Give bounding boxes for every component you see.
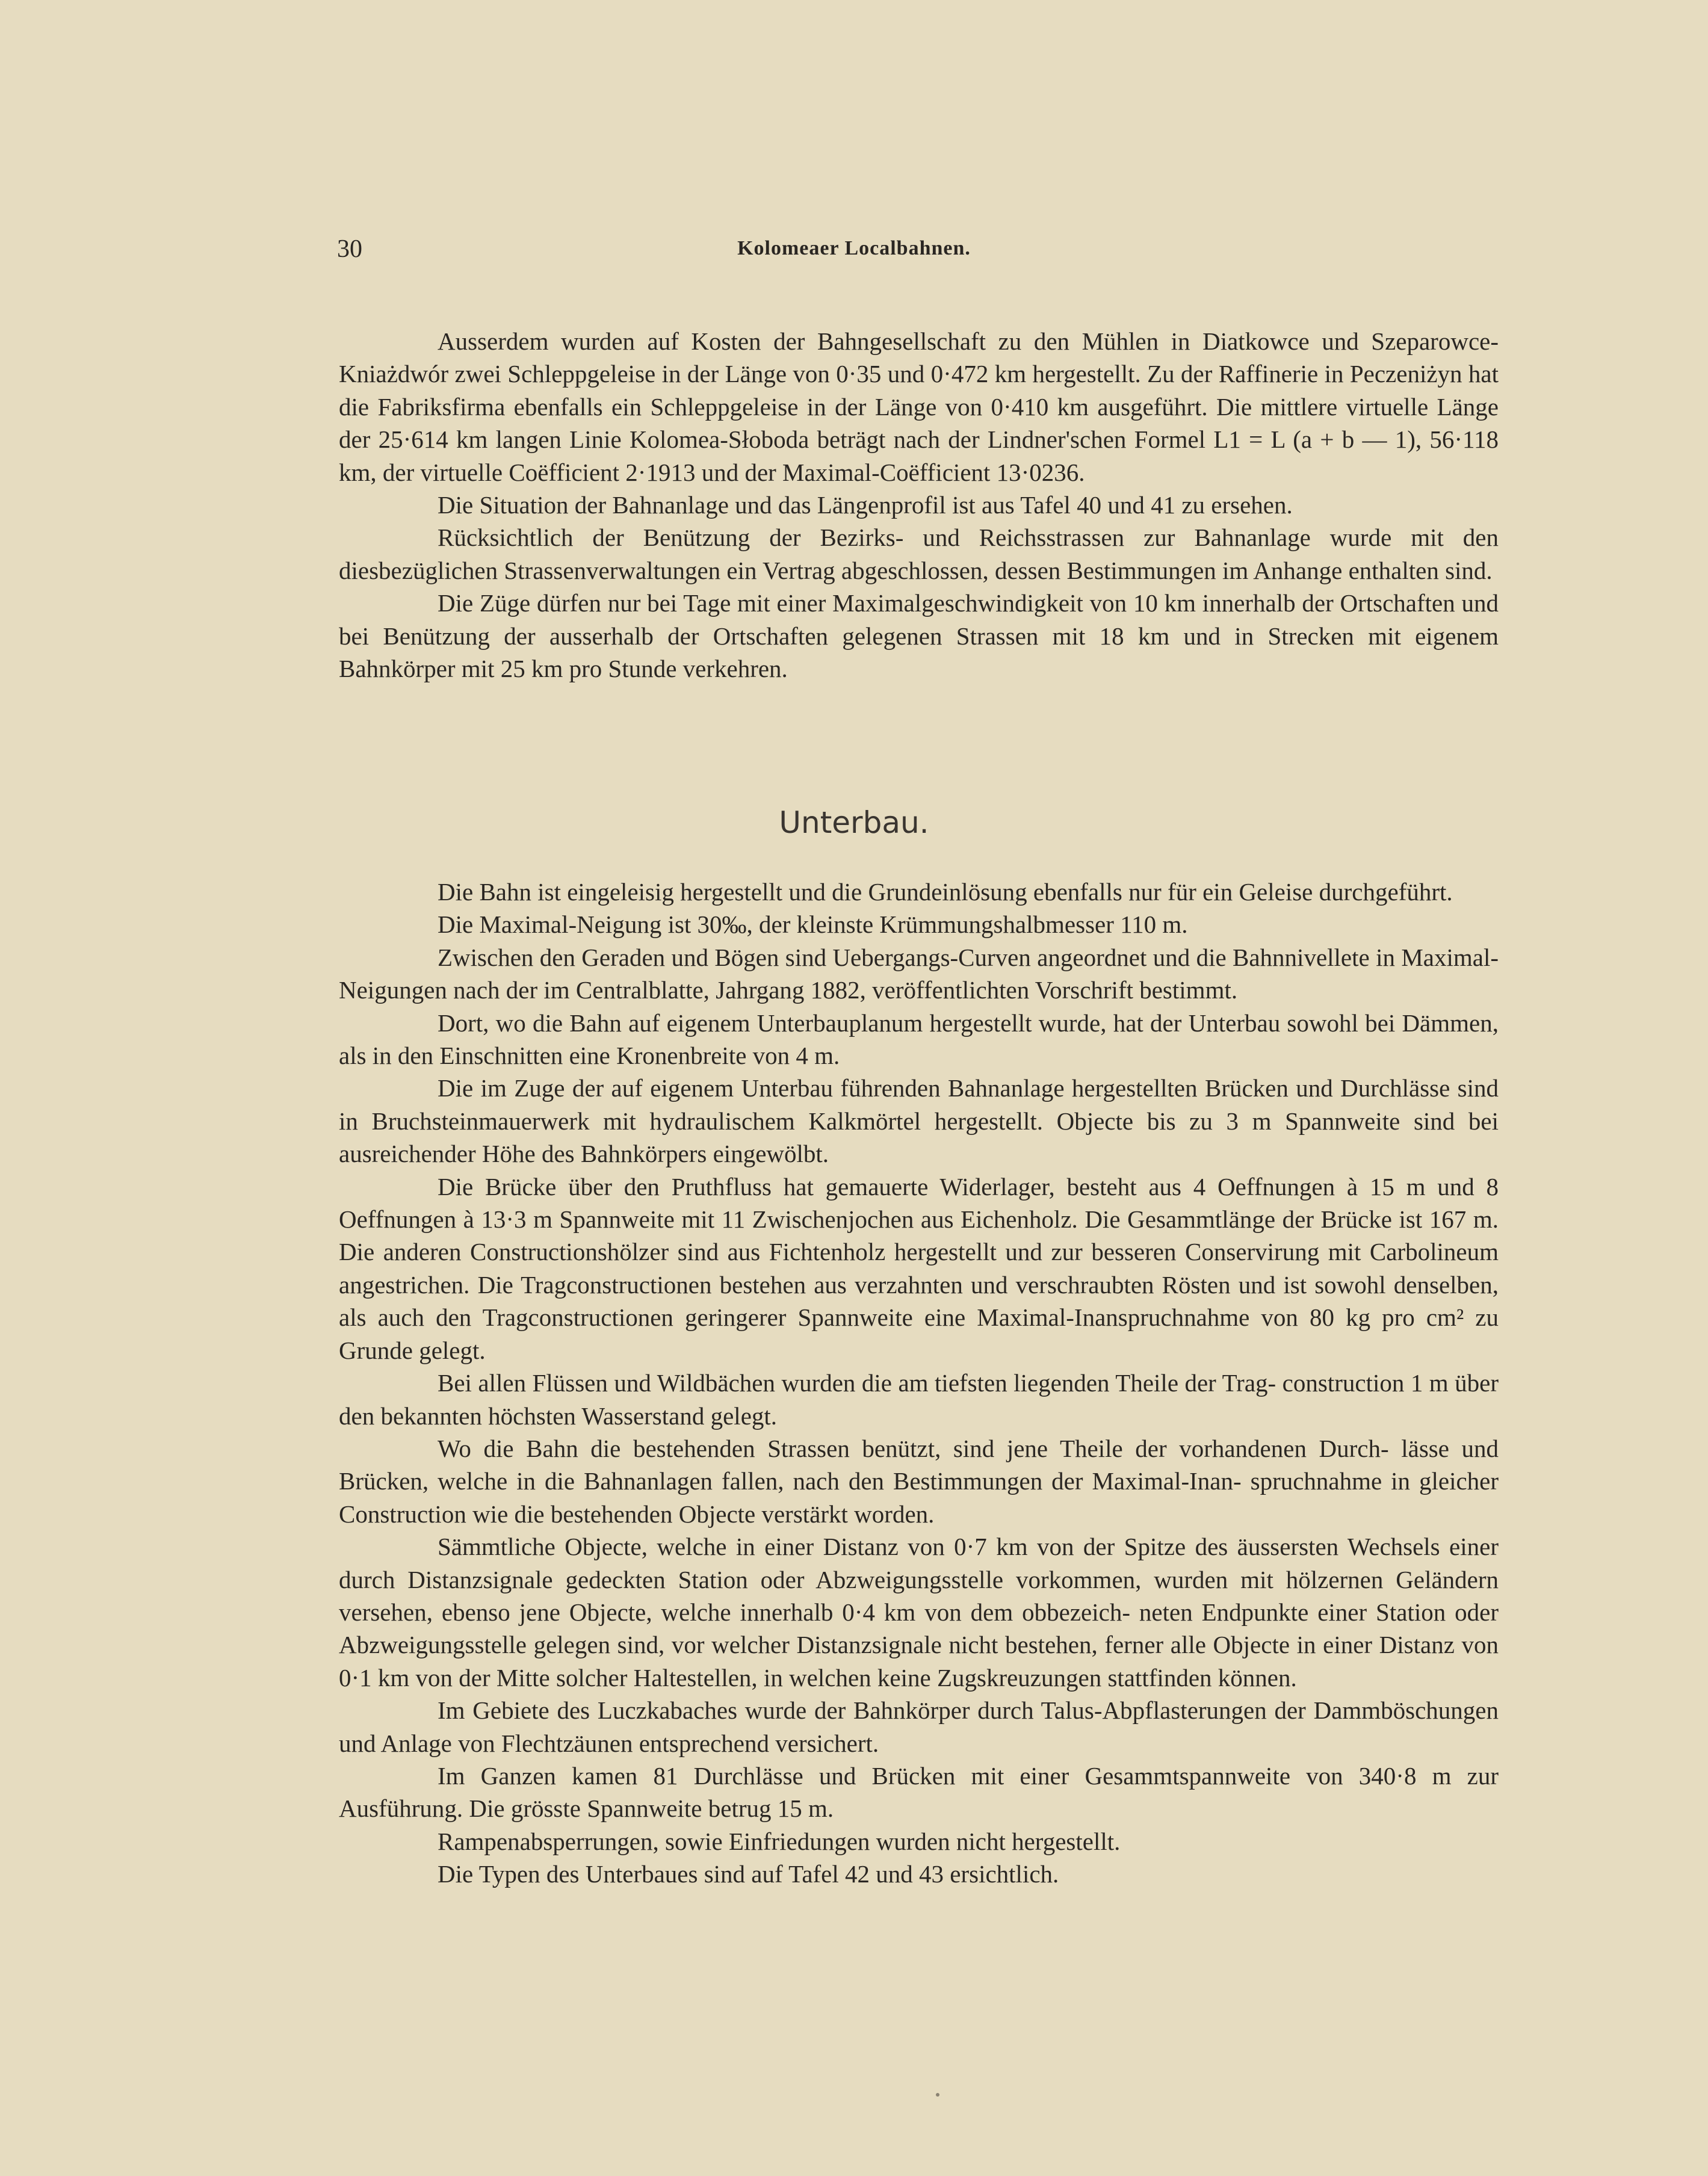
text-line: Spannweite eine Maximal-Inanspruchnahme von 80 kg pro cm² zu Grunde gelegt. <box>339 1303 1499 1364</box>
paragraph <box>339 1072 1499 1170</box>
paragraph <box>339 1432 1499 1530</box>
page-number: 30 <box>337 235 362 263</box>
running-title: Kolomeaer Localbahnen. <box>737 237 971 259</box>
text-line: ausgeführt. Die mittlere virtuelle Länge der 25·614 km langen Linie Kolomea-Słoboda beträgt nach <box>339 392 1499 454</box>
text-line: der Lindner'schen Formel L1 = L (a + b — 1), 56·118 km, der virtuelle Coëfficient 2·1913 und der <box>339 425 1499 486</box>
text-line: Im Ganzen kamen 81 Durchlässe und Brücken mit einer Gesammtspannweite von 340·8 m <box>438 1761 1452 1790</box>
text-line: bei Dämmen, als in den Einschnitten eine Kronenbreite von 4 m. <box>339 1009 1499 1070</box>
text-line: der Brücke ist 167 m. Die anderen Constructionshölzer sind aus Fichtenholz hergestellt und zur <box>339 1205 1499 1266</box>
page-header <box>0 235 1708 271</box>
section-heading: Unterbau. <box>779 805 929 840</box>
text-line: besseren Conservirung mit Carbolineum angestrichen. Die Tragconstructionen bestehen aus verzahnten <box>339 1238 1499 1299</box>
text-line: durchgeführt. <box>1319 878 1453 906</box>
text-line: Bei allen Flüssen und Wildbächen wurden die am tiefsten liegenden Theile der Trag- <box>438 1369 1276 1397</box>
text-line: Sämmtliche Objecte, welche in einer Distanz von 0·7 km von der Spitze des äussersten <box>438 1533 1339 1561</box>
body-section-unterbau <box>339 876 1499 1891</box>
text-line: Zwischen den Geraden und Bögen sind Uebergangs-Curven angeordnet und die Bahnnivellete <box>438 943 1370 971</box>
text-line: Wechsels einer durch Distanzsignale gedeckten Station oder Abzweigungsstelle vorkommen, wurden <box>339 1533 1499 1593</box>
paragraph <box>339 941 1499 1007</box>
paragraph <box>339 325 1499 489</box>
paragraph <box>339 1694 1499 1760</box>
text-line: bestehen, ferner alle Objecte in einer Distanz von 0·1 km von der Mitte solcher Haltestellen, in <box>339 1631 1499 1692</box>
text-line: welchen keine Zugskreuzungen stattfinden können. <box>789 1663 1297 1692</box>
paragraph <box>339 1760 1499 1825</box>
text-line: in Maximal-Neigungen nach der im Centralblatte, Jahrgang 1882, veröffentlichten Vorschrift bestimmt. <box>339 943 1499 1004</box>
text-line: diesbezüglichen Strassenverwaltungen ein Vertrag abgeschlossen, dessen Bestimmungen im Anhange <box>339 556 1343 584</box>
paragraph <box>339 876 1499 908</box>
paragraph <box>339 1367 1499 1432</box>
paragraph <box>339 1858 1499 1890</box>
text-line: lässe und Brücken, welche in die Bahnanlagen fallen, nach den Bestimmungen der Maximal-Inan- <box>339 1434 1499 1495</box>
text-line: Rampenabsperrungen, sowie Einfriedungen wurden nicht hergestellt. <box>438 1827 1121 1855</box>
paragraph <box>339 1530 1499 1694</box>
body-section-intro <box>339 325 1499 685</box>
paragraph <box>339 1825 1499 1858</box>
text-line: Dammböschungen und Anlage von Flechtzäunen entsprechend versichert. <box>339 1696 1499 1757</box>
text-line: und verschraubten Rösten und ist sowohl denselben, als auch den Tragconstructionen geringerer <box>339 1270 1499 1332</box>
paragraph <box>339 489 1499 521</box>
paragraph <box>339 908 1499 941</box>
text-line: Die Bahn ist eingeleisig hergestellt und die Grundeinlösung ebenfalls nur für ein Geleise <box>438 878 1313 906</box>
paragraph <box>339 587 1499 685</box>
text-line: Im Gebiete des Luczkabaches wurde der Bahnkörper durch Talus-Abpflasterungen der <box>438 1696 1306 1725</box>
text-line: Die Brücke über den Pruthfluss hat gemauerte Widerlager, besteht aus 4 Oeffnungen à 15 m <box>438 1172 1426 1201</box>
text-line: Die Maximal-Neigung ist 30‰, der kleinste Krümmungshalbmesser 110 m. <box>438 910 1188 939</box>
text-line: Die Züge dürfen nur bei Tage mit einer Maximalgeschwindigkeit von 10 km innerhalb der <box>438 589 1334 617</box>
text-line: Dort, wo die Bahn auf eigenem Unterbauplanum hergestellt wurde, hat der Unterbau sowohl <box>438 1009 1358 1037</box>
text-line: enthalten sind. <box>1348 556 1493 584</box>
text-line: Rücksichtlich der Benützung der Bezirks- und Reichsstrassen zur Bahnanlage wurde mit den <box>438 524 1499 552</box>
text-line: Wo die Bahn die bestehenden Strassen benützt, sind jene Theile der vorhandenen Durch- <box>438 1434 1389 1462</box>
text-line: construction 1 m über den bekannten höchsten Wasserstand gelegt. <box>339 1369 1499 1430</box>
text-line: spruchnahme in gleicher Construction wie die bestehenden Objecte verstärkt worden. <box>339 1467 1499 1528</box>
paragraph <box>339 1007 1499 1072</box>
text-line: Strecken mit eigenem Bahnkörper mit 25 km pro Stunde verkehren. <box>339 622 1499 683</box>
page-speck <box>936 2093 939 2097</box>
text-line: zur Ausführung. Die grösste Spannweite betrug 15 m. <box>339 1761 1499 1823</box>
text-line: Die Typen des Unterbaues sind auf Tafel 42 und 43 ersichtlich. <box>438 1860 1059 1888</box>
text-line: Maximal-Coëfficient 13·0236. <box>782 458 1085 486</box>
paragraph <box>339 521 1499 587</box>
text-line: Ausserdem wurden auf Kosten der Bahngesellschaft zu den Mühlen in Diatkowce und <box>438 327 1359 355</box>
text-line: 3 m Spannweite sind bei ausreichender Höhe des Bahnkörpers eingewölbt. <box>339 1107 1499 1168</box>
text-line: Raffinerie in Peczeniżyn hat die Fabriksfirma ebenfalls ein Schleppgeleise in der Länge von 0·410 km <box>339 360 1499 421</box>
text-line: Durchlässe sind in Bruchsteinmauerwerk mit hydraulischem Kalkmörtel hergestellt. Objecte bis zu <box>339 1074 1499 1135</box>
text-line: Die Situation der Bahnanlage und das Längenprofil ist aus Tafel 40 und 41 zu ersehen. <box>438 491 1293 519</box>
text-line: mit hölzernen Geländern versehen, ebenso jene Objecte, welche innerhalb 0·4 km von dem obbezeich- <box>339 1565 1499 1626</box>
text-line: neten Endpunkte einer Station oder Abzweigungsstelle gelegen sind, vor welcher Distanzsignale nicht <box>339 1598 1499 1659</box>
text-line: Szeparowce-Kniażdwór zwei Schleppgeleise in der Länge von 0·35 und 0·472 km hergestellt. Zu der <box>339 327 1499 388</box>
text-line: Die im Zuge der auf eigenem Unterbau führenden Bahnanlage hergestellten Brücken und <box>438 1074 1333 1102</box>
paragraph <box>339 1170 1499 1367</box>
text-line: und 8 Oeffnungen à 13·3 m Spannweite mit 11 Zwischenjochen aus Eichenholz. Die Gesammtlänge <box>339 1172 1499 1234</box>
text-line: Ortschaften und bei Benützung der ausserhalb der Ortschaften gelegenen Strassen mit 18 km und in <box>339 589 1499 650</box>
